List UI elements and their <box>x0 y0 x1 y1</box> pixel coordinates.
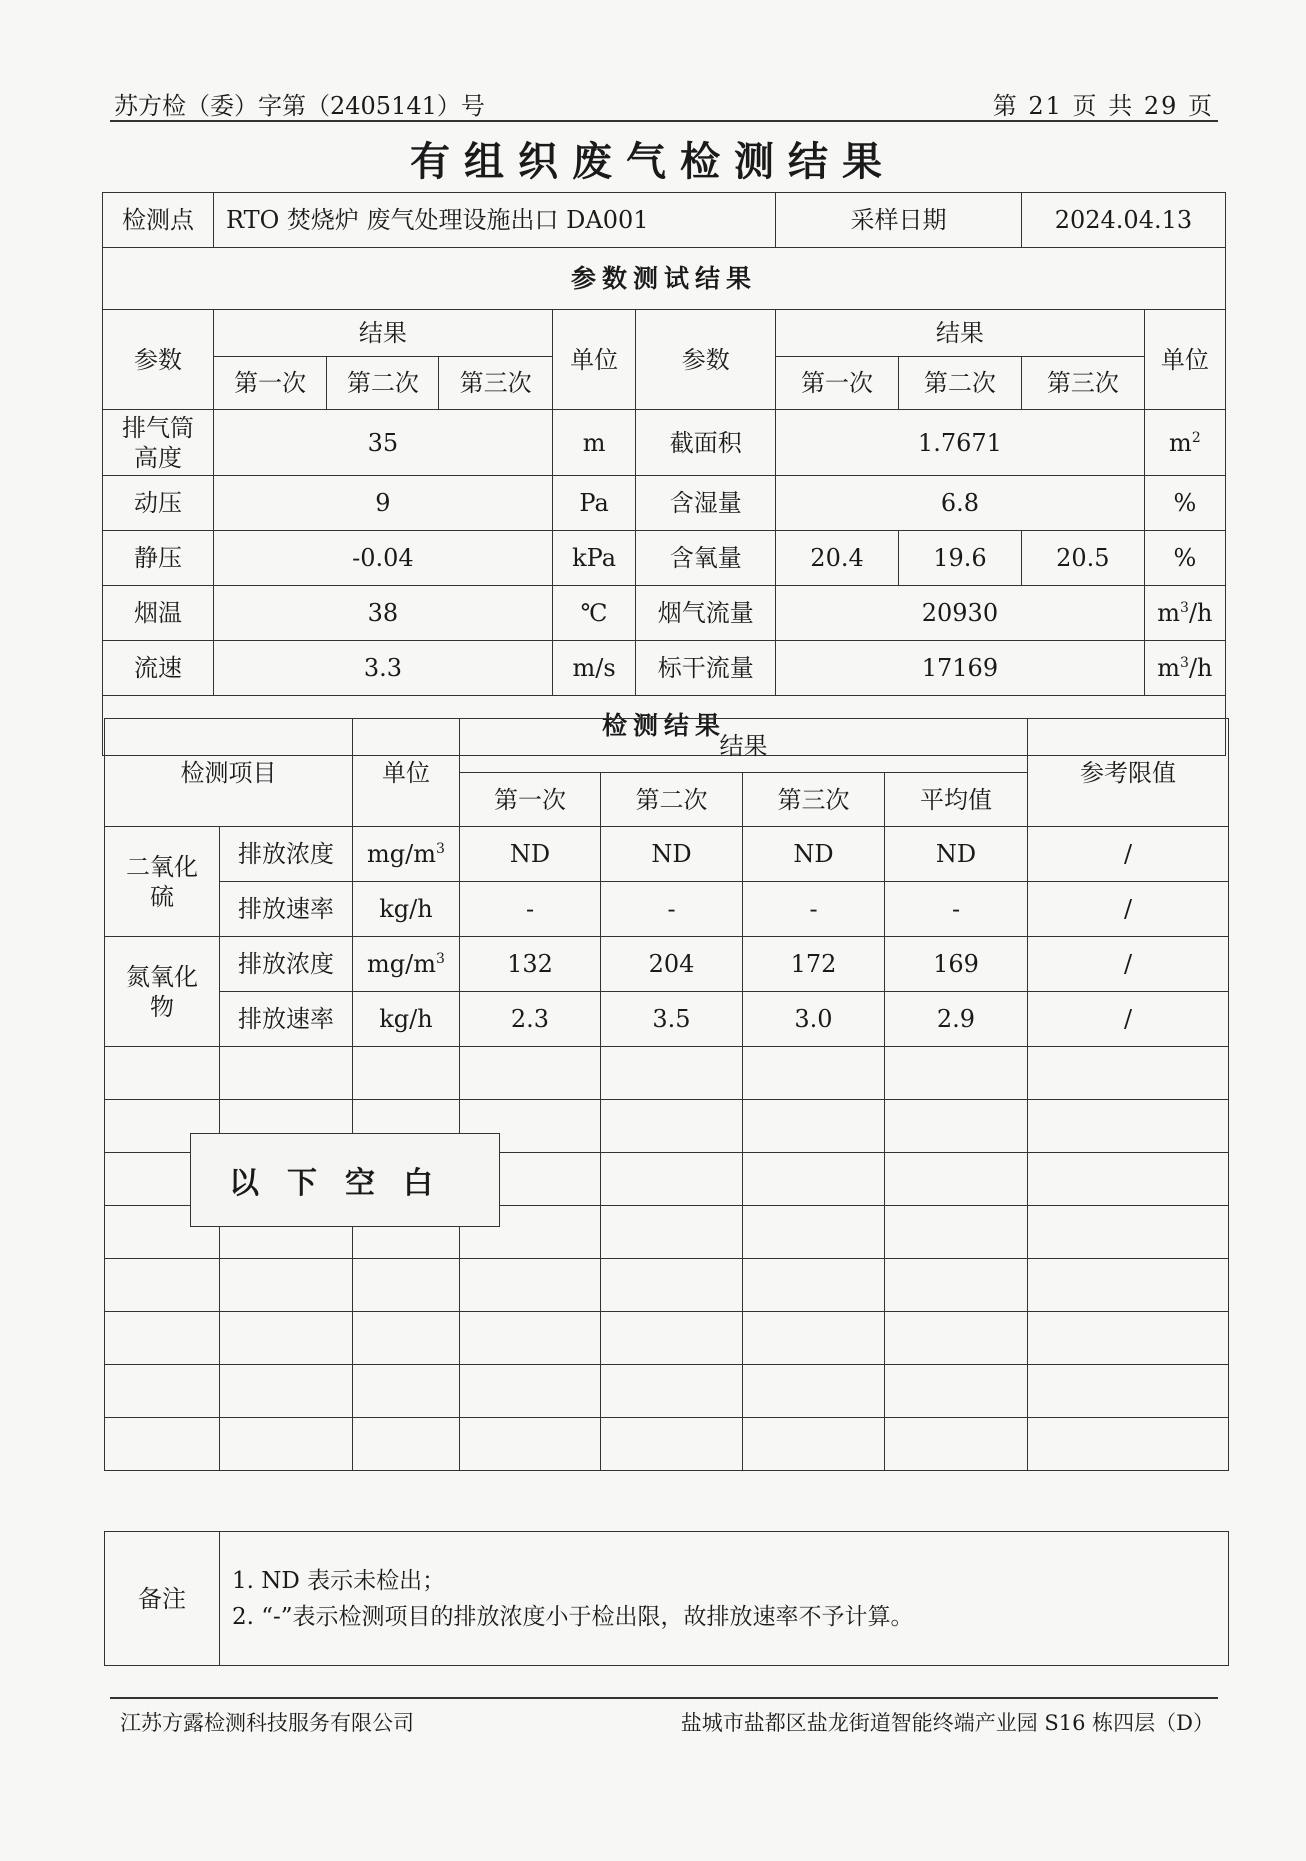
param-name: 动压 <box>103 476 214 531</box>
value-second: 3.5 <box>601 992 743 1047</box>
date-label: 采样日期 <box>776 193 1022 248</box>
info-row <box>103 193 1226 248</box>
page-title: 有组织废气检测结果 <box>410 138 896 185</box>
notes-content <box>220 1532 1229 1666</box>
param-name: 烟气流量 <box>636 586 776 641</box>
results-table <box>104 718 1229 1471</box>
param-row <box>103 410 1226 476</box>
value-avg: 2.9 <box>885 992 1028 1047</box>
col-unit: 单位 <box>353 719 460 827</box>
limit: / <box>1028 827 1229 882</box>
value-second: ND <box>601 827 743 882</box>
value-third: 172 <box>743 937 885 992</box>
value-third: - <box>743 882 885 937</box>
params-section-title: 参数测试结果 <box>103 248 1226 310</box>
col-limit: 参考限值 <box>1028 719 1229 827</box>
metric: 排放速率 <box>220 992 353 1047</box>
param-value: 9 <box>213 476 552 531</box>
param-value: 38 <box>213 586 552 641</box>
col-second: 第二次 <box>601 773 743 827</box>
parameter-table <box>102 192 1226 756</box>
value-avg: ND <box>885 827 1028 882</box>
col-param-right: 参数 <box>636 310 776 410</box>
value-avg: - <box>885 882 1028 937</box>
param-unit: % <box>1144 476 1225 531</box>
value-first: - <box>460 882 601 937</box>
pollutant-name: 二氧化硫 <box>105 827 220 937</box>
result-row <box>105 882 1229 937</box>
col-result: 结果 <box>460 719 1028 773</box>
unit: kg/h <box>353 992 460 1047</box>
page-indicator: 第 21 页 共 29 页 <box>992 92 1214 120</box>
param-value: 3.3 <box>213 641 552 696</box>
param-name: 标干流量 <box>636 641 776 696</box>
param-unit: m <box>552 410 636 476</box>
col-result-right: 结果 <box>776 310 1145 357</box>
blank-below-stamp: 以下空白 <box>190 1133 500 1227</box>
value-first: 132 <box>460 937 601 992</box>
param-name: 截面积 <box>636 410 776 476</box>
result-row <box>105 827 1229 882</box>
col-third-left: 第三次 <box>439 357 552 410</box>
result-row <box>105 992 1229 1047</box>
limit: / <box>1028 882 1229 937</box>
value-second: - <box>601 882 743 937</box>
limit: / <box>1028 937 1229 992</box>
results-section-title: 检测结果 <box>103 696 1226 756</box>
param-value-third: 20.5 <box>1021 531 1144 586</box>
report-number: 苏方检（委）字第（2405141）号 <box>114 92 485 120</box>
empty-row <box>105 1418 1229 1471</box>
col-unit-right: 单位 <box>1144 310 1225 410</box>
metric: 排放浓度 <box>220 937 353 992</box>
col-item: 检测项目 <box>105 719 353 827</box>
value-third: ND <box>743 827 885 882</box>
param-row <box>103 476 1226 531</box>
col-second-left: 第二次 <box>327 357 439 410</box>
param-row <box>103 586 1226 641</box>
param-name: 排气筒高度 <box>103 410 214 476</box>
param-value: 1.7671 <box>776 410 1145 476</box>
notes-table <box>104 1531 1229 1666</box>
param-name: 流速 <box>103 641 214 696</box>
param-value: 20930 <box>776 586 1145 641</box>
unit: kg/h <box>353 882 460 937</box>
date-value: 2024.04.13 <box>1021 193 1225 248</box>
limit: / <box>1028 992 1229 1047</box>
metric: 排放速率 <box>220 882 353 937</box>
point-value: RTO 焚烧炉 废气处理设施出口 DA001 <box>213 193 775 248</box>
param-value: 6.8 <box>776 476 1145 531</box>
result-row <box>105 937 1229 992</box>
note-item: 1. ND 表示未检出； <box>232 1567 446 1594</box>
col-result-left: 结果 <box>213 310 552 357</box>
param-unit: $m^2$ <box>1144 410 1225 476</box>
param-unit: m/s <box>552 641 636 696</box>
col-param-left: 参数 <box>103 310 214 410</box>
param-value-first: 20.4 <box>776 531 899 586</box>
param-unit: kPa <box>552 531 636 586</box>
unit: $mg/m^3$ <box>353 827 460 882</box>
param-unit: $m^3/h$ <box>1144 641 1225 696</box>
value-avg: 169 <box>885 937 1028 992</box>
param-name: 静压 <box>103 531 214 586</box>
param-name: 含氧量 <box>636 531 776 586</box>
company-name: 江苏方露检测科技服务有限公司 <box>120 1711 414 1735</box>
param-unit: ℃ <box>552 586 636 641</box>
point-label: 检测点 <box>103 193 214 248</box>
param-unit: % <box>1144 531 1225 586</box>
empty-row <box>105 1312 1229 1365</box>
value-second: 204 <box>601 937 743 992</box>
metric: 排放浓度 <box>220 827 353 882</box>
param-row <box>103 641 1226 696</box>
col-third: 第三次 <box>743 773 885 827</box>
unit: $mg/m^3$ <box>353 937 460 992</box>
footer-divider <box>110 1697 1218 1699</box>
param-value-second: 19.6 <box>898 531 1021 586</box>
param-name: 含湿量 <box>636 476 776 531</box>
empty-row <box>105 1365 1229 1418</box>
value-third: 3.0 <box>743 992 885 1047</box>
param-value: 35 <box>213 410 552 476</box>
col-avg: 平均值 <box>885 773 1028 827</box>
col-first-right: 第一次 <box>776 357 899 410</box>
value-first: 2.3 <box>460 992 601 1047</box>
param-unit: $m^3/h$ <box>1144 586 1225 641</box>
value-first: ND <box>460 827 601 882</box>
empty-row <box>105 1047 1229 1100</box>
col-first: 第一次 <box>460 773 601 827</box>
param-unit: Pa <box>552 476 636 531</box>
param-value: -0.04 <box>213 531 552 586</box>
col-second-right: 第二次 <box>898 357 1021 410</box>
col-first-left: 第一次 <box>213 357 326 410</box>
header-divider <box>110 120 1218 122</box>
note-item: 2. “-”表示检测项目的排放浓度小于检出限，故排放速率不予计算。 <box>232 1603 914 1630</box>
param-name: 烟温 <box>103 586 214 641</box>
col-unit-left: 单位 <box>552 310 636 410</box>
notes-label: 备注 <box>105 1532 220 1666</box>
empty-row <box>105 1259 1229 1312</box>
company-address: 盐城市盐都区盐龙街道智能终端产业园 S16 栋四层（D） <box>680 1711 1214 1735</box>
pollutant-name: 氮氧化物 <box>105 937 220 1047</box>
param-value: 17169 <box>776 641 1145 696</box>
param-row <box>103 531 1226 586</box>
col-third-right: 第三次 <box>1021 357 1144 410</box>
